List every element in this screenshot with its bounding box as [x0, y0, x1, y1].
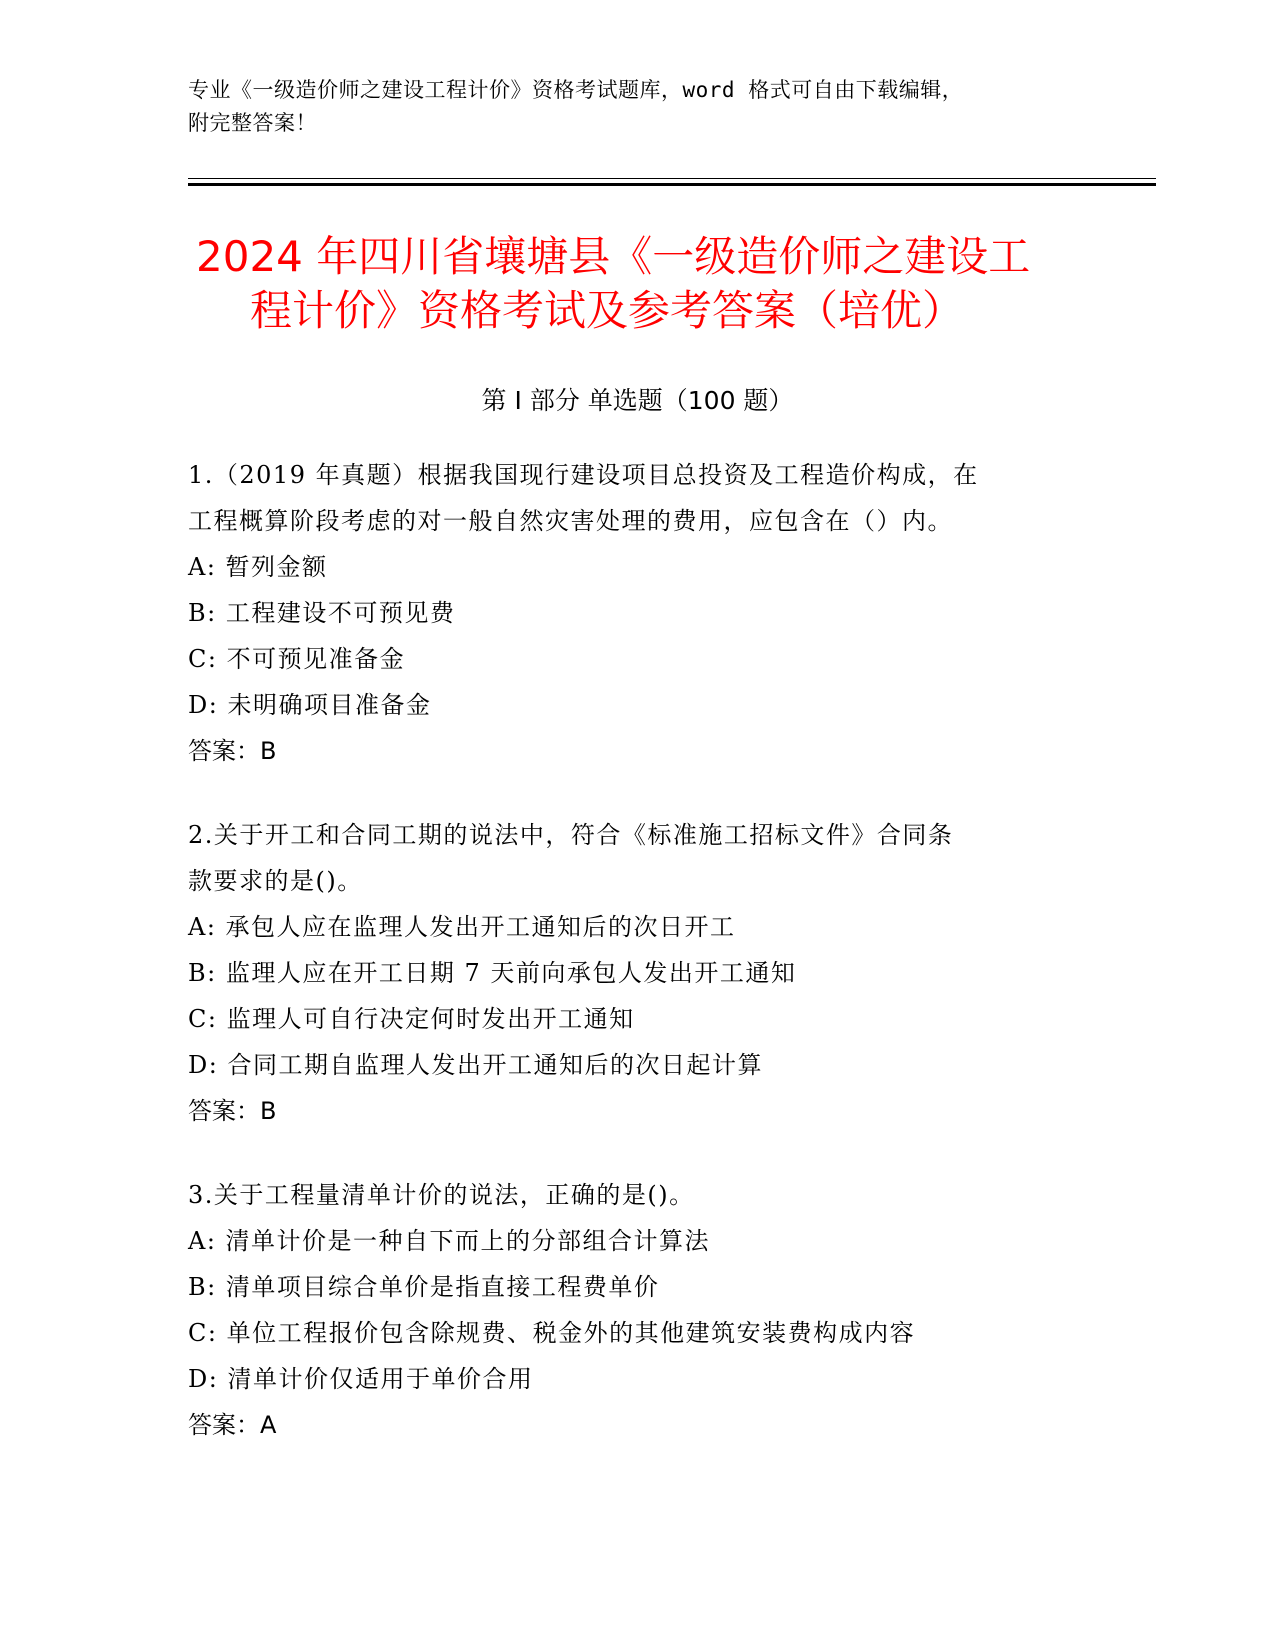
- question-stem-line: 1.（2019 年真题）根据我国现行建设项目总投资及工程造价构成，在: [188, 461, 979, 489]
- answer-line: 答案：B: [188, 737, 277, 765]
- option-d: D: 未明确项目准备金: [188, 691, 432, 719]
- header-divider-thick: [188, 183, 1156, 186]
- section-heading: 第 I 部分 单选题（100 题）: [481, 386, 794, 415]
- option-d: D: 清单计价仅适用于单价合用: [188, 1365, 534, 1393]
- option-c: C: 监理人可自行决定何时发出开工通知: [188, 1005, 635, 1033]
- header-divider-thin: [188, 178, 1156, 179]
- header-note-line-2: 附完整答案！: [188, 111, 317, 135]
- option-b: B: 监理人应在开工日期 7 天前向承包人发出开工通知: [188, 959, 797, 987]
- question-2: [188, 812, 1088, 1134]
- option-a: A: 清单计价是一种自下而上的分部组合计算法: [188, 1227, 711, 1255]
- question-1: [188, 452, 1088, 774]
- answer-line: 答案：A: [188, 1411, 277, 1439]
- option-d: D: 合同工期自监理人发出开工通知后的次日起计算: [188, 1051, 763, 1079]
- option-c: C: 单位工程报价包含除规费、税金外的其他建筑安装费构成内容: [188, 1319, 916, 1347]
- question-stem-line: 2.关于开工和合同工期的说法中，符合《标准施工招标文件》合同条: [188, 821, 954, 849]
- option-b: B: 清单项目综合单价是指直接工程费单价: [188, 1273, 660, 1301]
- answer-line: 答案：B: [188, 1097, 277, 1125]
- question-stem-line: 款要求的是()。: [188, 867, 363, 895]
- header-note: [188, 74, 1088, 140]
- header-note-line-1: 专业《一级造价师之建设工程计价》资格考试题库，word 格式可自由下载编辑，: [188, 78, 964, 102]
- option-b: B: 工程建设不可预见费: [188, 599, 456, 627]
- question-stem-line: 工程概算阶段考虑的对一般自然灾害处理的费用，应包含在（）内。: [188, 507, 953, 535]
- option-a: A: 承包人应在监理人发出开工通知后的次日开工: [188, 913, 736, 941]
- option-a: A: 暂列金额: [188, 553, 328, 581]
- title-line-1: 2024 年四川省壤塘县《一级造价师之建设工: [196, 232, 1031, 281]
- title-line-2: 程计价》资格考试及参考答案（培优）: [250, 286, 965, 335]
- document-title: [150, 230, 1130, 338]
- question-3: [188, 1172, 1088, 1448]
- option-c: C: 不可预见准备金: [188, 645, 406, 673]
- question-stem-line: 3.关于工程量清单计价的说法，正确的是()。: [188, 1181, 695, 1209]
